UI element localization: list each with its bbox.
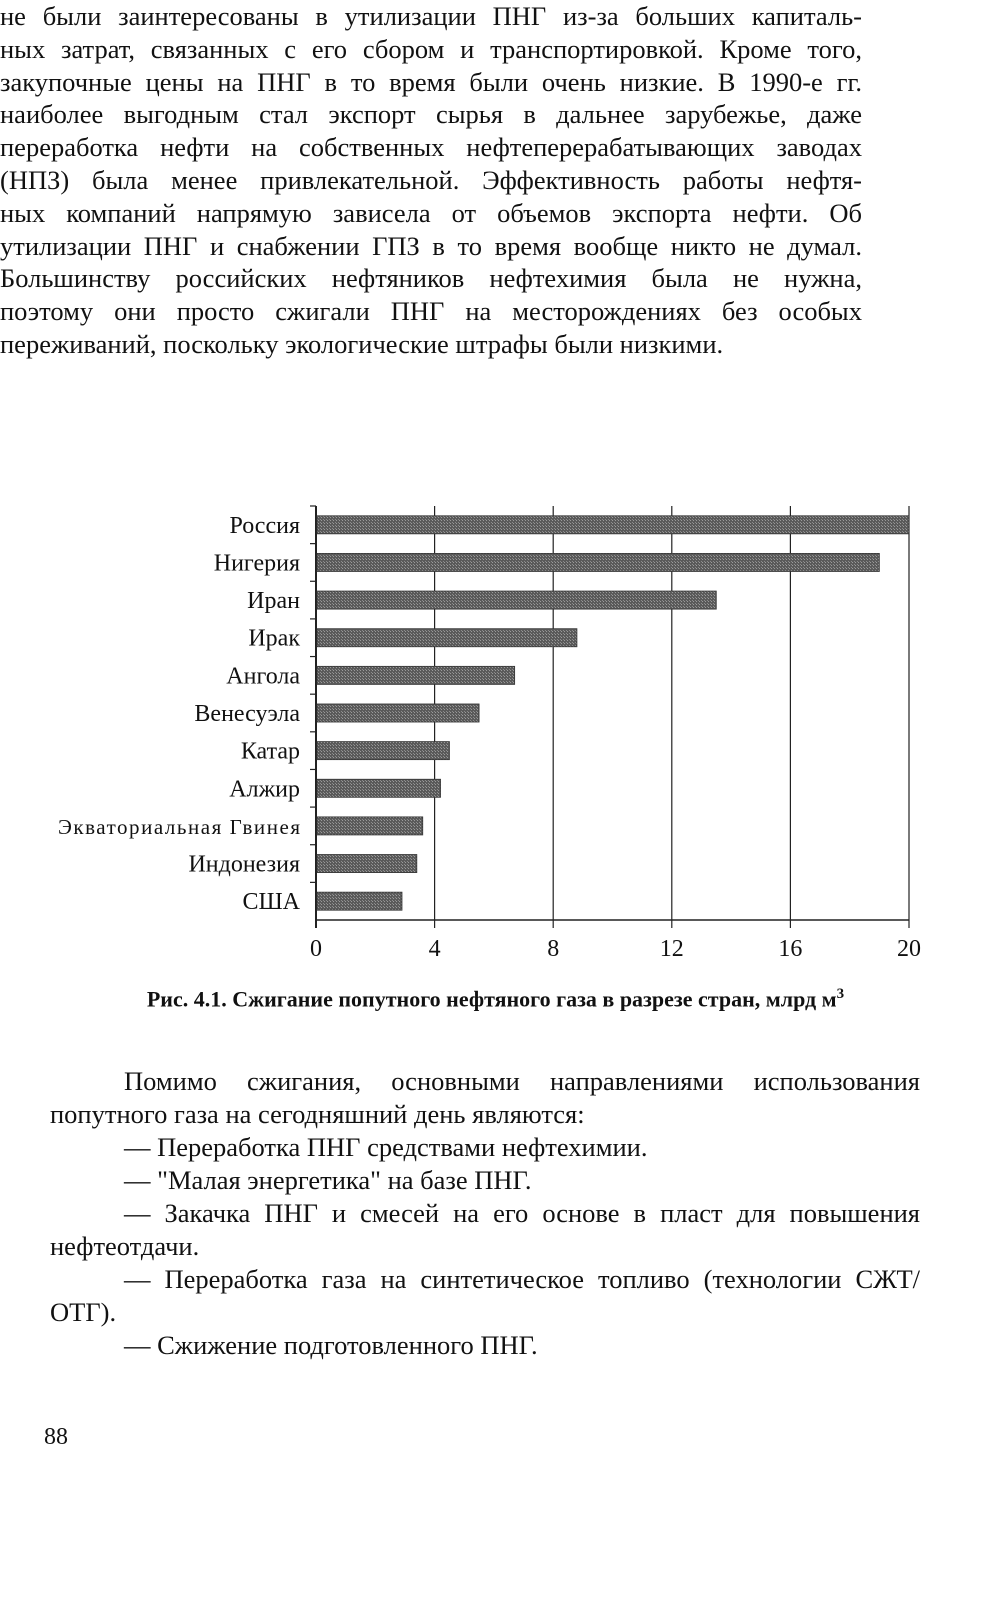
paragraph-line: наиболее выгодным стал экспорт сырья в дальнее зарубежье, даже — [0, 99, 862, 130]
x-tick-label: 0 — [310, 936, 322, 962]
bar — [317, 666, 515, 684]
bar — [317, 629, 577, 647]
category-label: США — [242, 889, 300, 916]
gas-flaring-bar-chart — [0, 496, 991, 966]
bar — [317, 892, 402, 910]
bar — [317, 553, 879, 571]
category-label: Индонезия — [188, 851, 300, 878]
x-tick-label: 16 — [778, 936, 803, 962]
paragraph-line: (НПЗ) была менее привлекательной. Эффективность работы нефтя- — [0, 164, 862, 195]
page-number: 88 — [44, 1424, 68, 1450]
category-label: Экваториальная Гвинея — [58, 814, 300, 839]
bar — [317, 855, 417, 873]
list-intro-line: попутного газа на сегодняшний день являются: — [50, 1099, 585, 1129]
paragraph-line: не были заинтересованы в утилизации ПНГ из-за больших капиталь- — [0, 1, 862, 31]
list-item: — Сжижение подготовленного ПНГ. — [124, 1330, 538, 1360]
x-tick-label: 20 — [897, 936, 921, 962]
category-label: Ангола — [226, 663, 300, 690]
list-item: — Переработка газа на синтетическое топливо (технологии СЖТ/ОТГ). — [50, 1264, 920, 1327]
paragraph-line: Большинству российских нефтяников нефтехимия была не нужна, — [0, 263, 862, 294]
paragraph-line: ных затрат, связанных с его сбором и транспортировкой. Кроме того, — [0, 33, 862, 64]
category-label: Нигерия — [213, 550, 300, 577]
body-paragraph — [0, 0, 862, 361]
x-tick-label: 8 — [547, 936, 560, 962]
category-label: Иран — [247, 588, 300, 615]
paragraph-line: ных компаний напрямую зависела от объемов экспорта нефти. Об — [0, 197, 862, 228]
list-item: — "Малая энергетика" на базе ПНГ. — [124, 1165, 532, 1195]
paragraph-line: утилизации ПНГ и снабжении ГПЗ в то время вообще никто не думал. — [0, 230, 862, 261]
bar — [317, 591, 716, 609]
usage-directions-list — [50, 1065, 920, 1362]
x-tick-label: 12 — [659, 936, 684, 962]
figure-caption — [0, 986, 991, 1012]
chart-bars — [317, 516, 909, 910]
bar — [317, 516, 909, 534]
category-label: Алжир — [229, 776, 300, 803]
caption-superscript: 3 — [836, 986, 845, 1002]
bar — [317, 817, 423, 835]
paragraph-line: переживаний, поскольку экологические штрафы были низкими. — [0, 328, 724, 359]
bar — [317, 742, 449, 760]
paragraph-line: переработка нефти на собственных нефтеперерабатывающих заводах — [0, 132, 862, 163]
chart-x-ticks — [310, 936, 921, 962]
chart-category-labels — [58, 513, 301, 915]
caption-text: Рис. 4.1. Сжигание попутного нефтяного газа в разрезе стран, млрд м — [146, 986, 837, 1012]
paragraph-line: поэтому они просто сжигали ПНГ на месторождениях без особых — [0, 296, 862, 327]
paragraph-line: закупочные цены на ПНГ в то время были очень низкие. В 1990-е гг. — [0, 66, 862, 97]
list-intro-line: Помимо сжигания, основными направлениями использования — [124, 1066, 920, 1096]
x-tick-label: 4 — [428, 936, 441, 962]
category-label: Ирак — [248, 625, 300, 652]
category-label: Венесуэла — [194, 701, 300, 727]
category-label: Катар — [240, 738, 300, 765]
category-label: Россия — [229, 512, 300, 539]
list-item: — Закачка ПНГ и смесей на его основе в пласт для повышения нефтеотдачи. — [50, 1198, 920, 1261]
list-item: — Переработка ПНГ средствами нефтехимии. — [124, 1132, 648, 1162]
bar — [317, 779, 441, 797]
bar — [317, 704, 479, 722]
